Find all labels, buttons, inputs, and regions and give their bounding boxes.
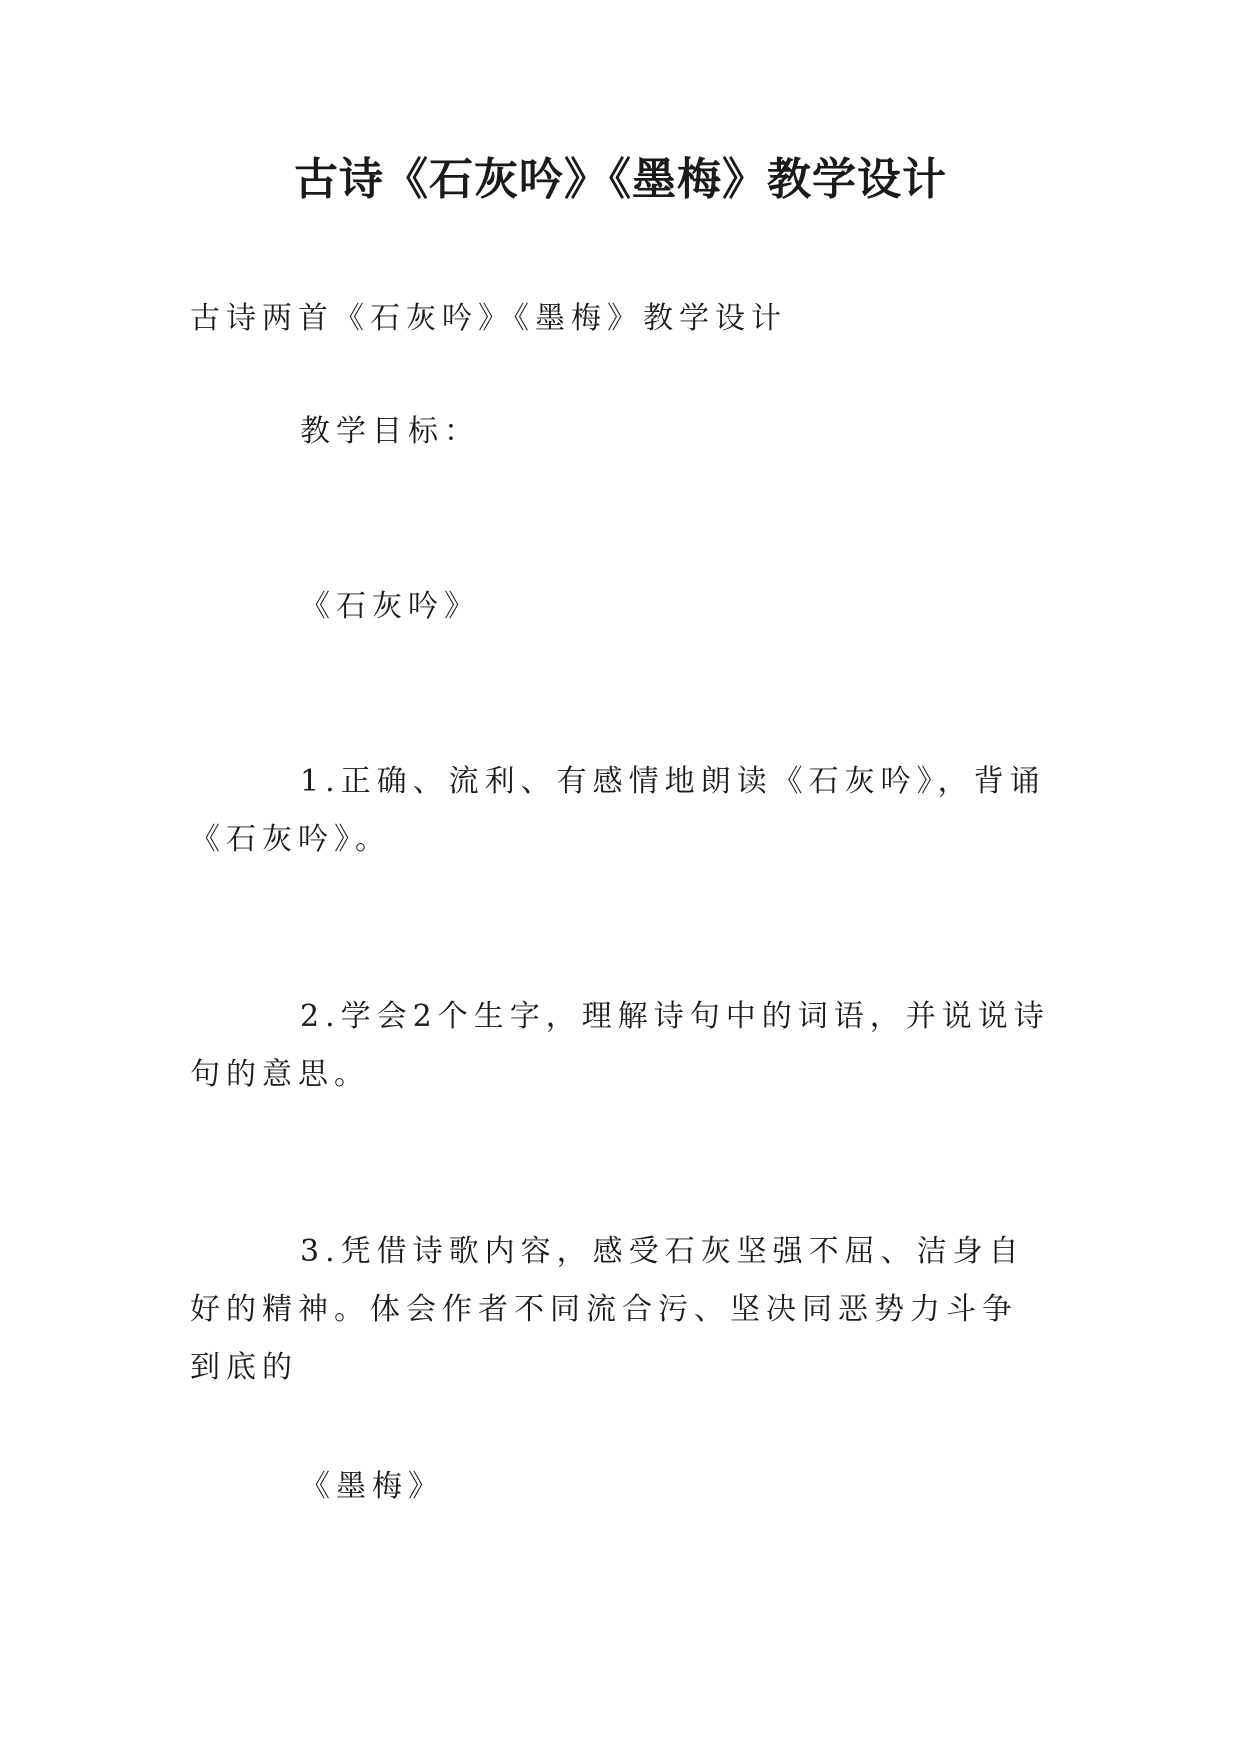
goal-paragraph-1: 1.正确、流利、有感情地朗读《石灰吟》，背诵《石灰吟》。 bbox=[190, 764, 1046, 857]
goal-paragraph-2: 2.学会2个生字，理解诗句中的词语，并说说诗句的意思。 bbox=[190, 999, 1050, 1092]
poem-heading-shihuiyin: 《石灰吟》 bbox=[300, 589, 480, 624]
goal-paragraph-3: 3.凭借诗歌内容，感受石灰坚强不屈、洁身自好的精神。体会作者不同流合污、坚决同恶势力斗争到底的 bbox=[190, 1234, 1025, 1385]
poem-heading-momei: 《墨梅》 bbox=[300, 1469, 444, 1504]
subtitle-paragraph: 古诗两首《石灰吟》《墨梅》教学设计 bbox=[190, 301, 787, 336]
document-title: 古诗《石灰吟》《墨梅》教学设计 bbox=[294, 154, 947, 205]
teaching-goals-heading: 教学目标： bbox=[300, 414, 480, 449]
